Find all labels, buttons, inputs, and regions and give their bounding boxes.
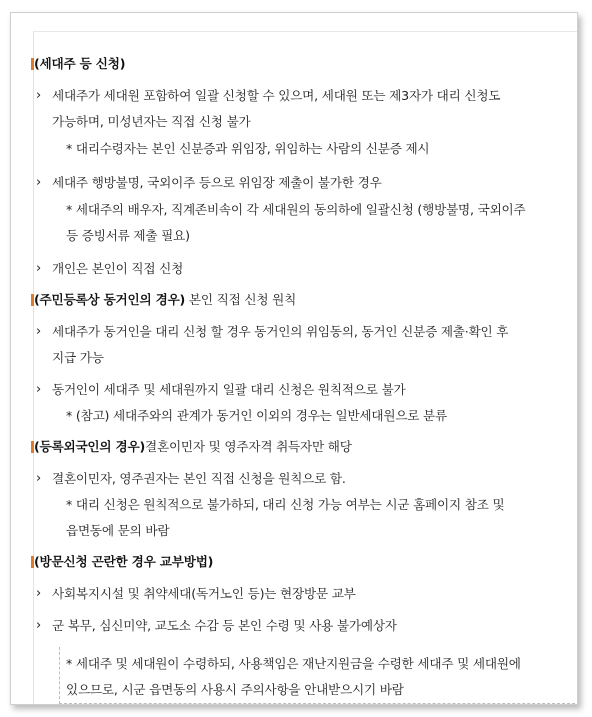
note: * 대리수령자는 본인 신분증과 위임장, 위임하는 사람의 신분증 제시: [66, 141, 430, 156]
note: * (참고) 세대주와의 관계가 동거인 이외의 경우는 일반세대원으로 분류: [66, 408, 447, 423]
note: * 세대주의 배우자, 직계존비속이 각 세대원의 동의하에 일괄신청 (행방불명, 국외이주: [66, 202, 526, 217]
chevron-right-icon: ›: [36, 88, 41, 103]
section-marker: [31, 58, 34, 70]
list-item: › 세대주 행방불명, 국외이주 등으로 위임장 제출이 불가한 경우: [36, 175, 382, 190]
list-item: › 결혼이민자, 영주권자는 본인 직접 신청을 원칙으로 함.: [36, 471, 346, 486]
chevron-right-icon: ›: [36, 382, 41, 397]
section-heading-foreigner: (등록외국인의 경우)결혼이민자 및 영주자격 취득자만 해당: [34, 439, 352, 455]
section-heading-delivery: (방문신청 곤란한 경우 교부방법): [34, 554, 213, 570]
note-continuation: 있으므로, 시군 읍면동의 사용시 주의사항을 안내받으시기 바람: [66, 682, 404, 697]
list-item: › 개인은 본인이 직접 신청: [36, 261, 184, 276]
document-inner: [33, 31, 577, 704]
chevron-right-icon: ›: [36, 618, 41, 633]
section-marker: [31, 556, 34, 568]
document-frame: [10, 12, 578, 705]
section-heading-household: (세대주 등 신청): [34, 56, 125, 72]
section-marker: [31, 441, 34, 453]
list-item: › 세대주가 동거인을 대리 신청 할 경우 동거인의 위임동의, 동거인 신분증 제출·확인 후: [36, 324, 509, 339]
note-continuation: 읍면동에 문의 바람: [66, 523, 170, 538]
list-item-continuation: 지급 가능: [52, 350, 104, 365]
chevron-right-icon: ›: [36, 586, 41, 601]
chevron-right-icon: ›: [36, 471, 41, 486]
list-item: › 사회복지시설 및 취약세대(독거노인 등)는 현장방문 교부: [36, 586, 356, 601]
note: * 세대주 및 세대원이 수령하되, 사용책임은 재난지원금을 수령한 세대주 및 세대원에: [66, 656, 521, 671]
list-item: › 군 복무, 심신미약, 교도소 수감 등 본인 수령 및 사용 불가예상자: [36, 618, 397, 633]
section-heading-cohabitant: (주민등록상 동거인의 경우) 본인 직접 신청 원칙: [34, 292, 296, 308]
chevron-right-icon: ›: [36, 324, 41, 339]
chevron-right-icon: ›: [36, 175, 41, 190]
list-item-continuation: 가능하며, 미성년자는 직접 신청 불가: [52, 114, 251, 129]
note-continuation: 등 증빙서류 제출 필요): [66, 228, 190, 243]
list-item: › 동거인이 세대주 및 세대원까지 일괄 대리 신청은 원칙적으로 불가: [36, 382, 406, 397]
list-item: › 세대주가 세대원 포함하여 일괄 신청할 수 있으며, 세대원 또는 제3자가 대리 신청도: [36, 88, 501, 103]
note: * 대리 신청은 원칙적으로 불가하되, 대리 신청 가능 여부는 시군 홈페이지 참조 및: [66, 497, 505, 512]
section-marker: [31, 294, 34, 306]
chevron-right-icon: ›: [36, 261, 41, 276]
